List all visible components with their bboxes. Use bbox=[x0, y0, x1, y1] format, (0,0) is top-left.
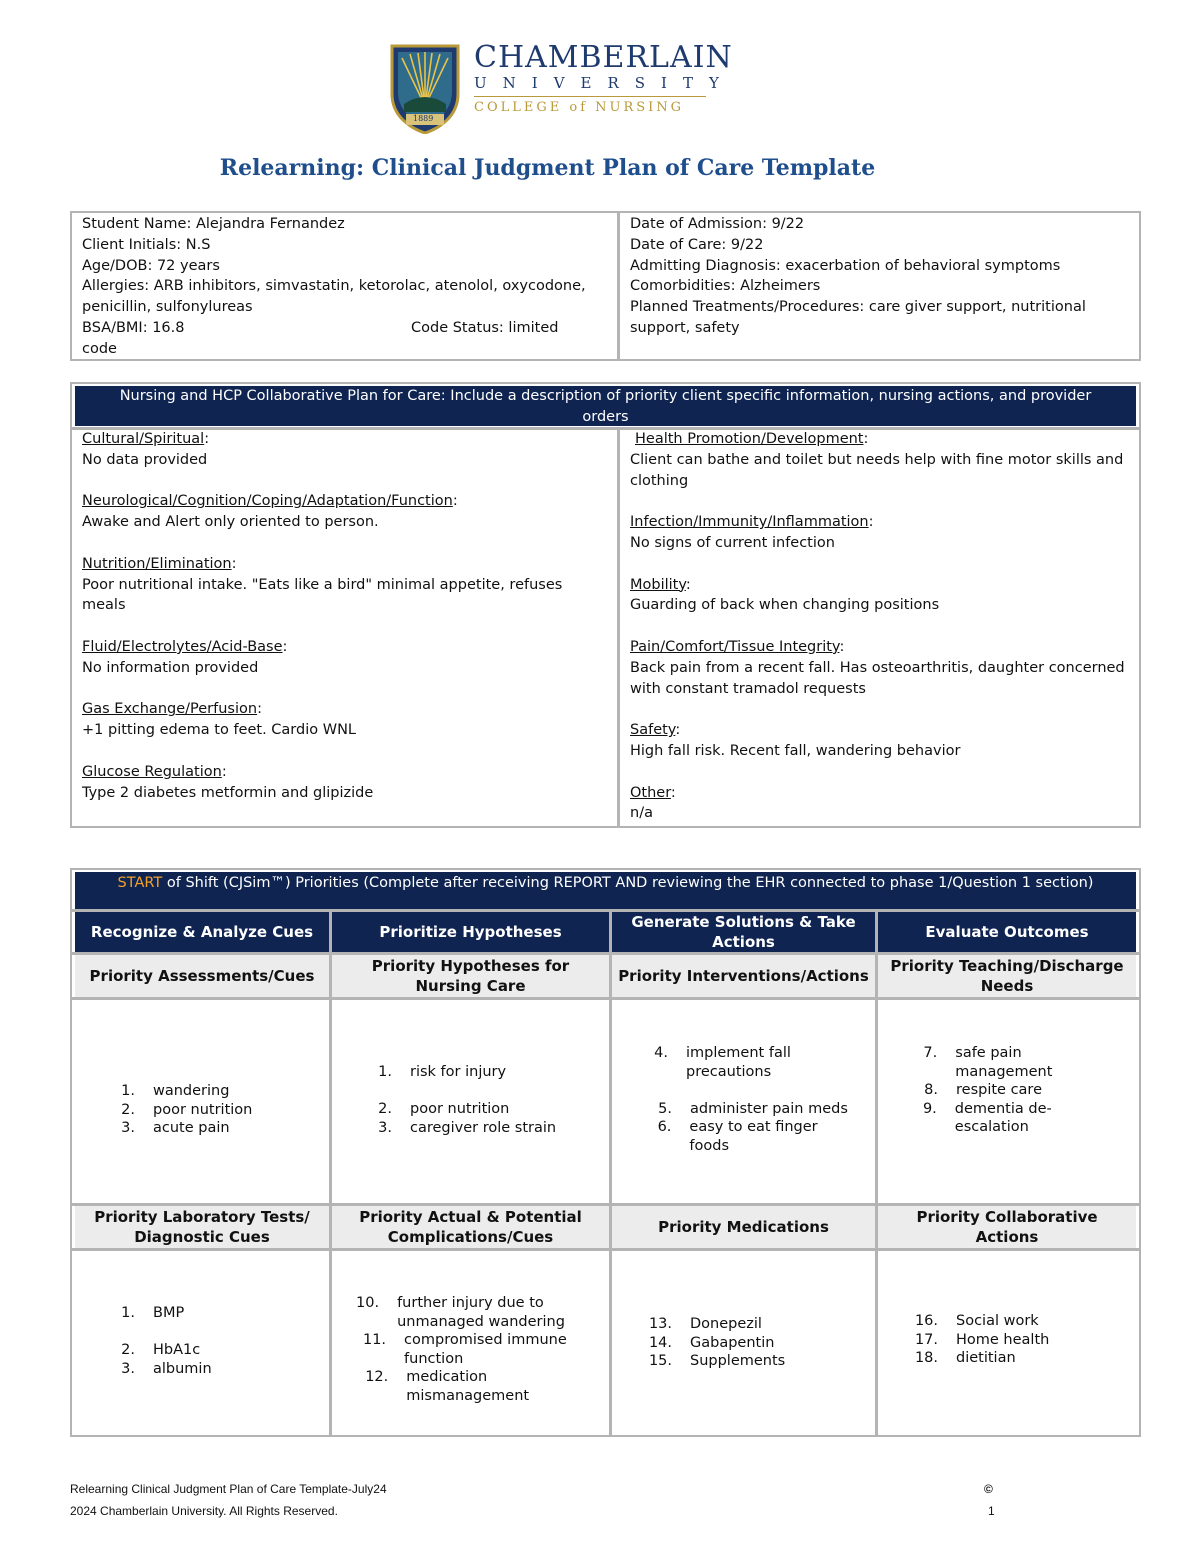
subheader: Priority Interventions/Actions bbox=[612, 955, 875, 997]
list-item bbox=[356, 1368, 593, 1405]
brand-divider bbox=[474, 96, 706, 97]
shift-priorities-table bbox=[70, 868, 1141, 1437]
section-label-text: Infection/Immunity/Inflammation bbox=[630, 514, 869, 531]
list-number: 2. bbox=[121, 1342, 135, 1358]
list-number: 4. bbox=[654, 1045, 668, 1061]
assessment-section bbox=[82, 554, 607, 616]
list-text: Gabapentin bbox=[690, 1334, 775, 1351]
list-item bbox=[636, 1334, 859, 1353]
list-text: poor nutrition bbox=[153, 1101, 253, 1118]
section-label-text: Gas Exchange/Perfusion bbox=[82, 701, 258, 718]
assessment-section bbox=[82, 491, 607, 533]
section-label: Glucose Regulation: bbox=[82, 763, 227, 780]
list-text: further injury due to unmanaged wandering bbox=[397, 1295, 565, 1330]
phase-header: Evaluate Outcomes bbox=[878, 912, 1136, 952]
brand-text bbox=[474, 42, 735, 117]
footer-copyright: © bbox=[984, 1482, 993, 1496]
seal-year: 1889 bbox=[413, 114, 434, 123]
list-number: 1. bbox=[121, 1305, 135, 1321]
patient-info-table bbox=[70, 211, 1141, 361]
list-spacer bbox=[636, 1081, 859, 1100]
section-label: Fluid/Electrolytes/Acid-Base: bbox=[82, 638, 288, 655]
section-label: Safety: bbox=[630, 722, 681, 739]
brand-name: CHAMBERLAIN bbox=[474, 40, 733, 75]
section-label: Cultural/Spiritual: bbox=[82, 431, 210, 447]
section-label: Neurological/Cognition/Coping/Adaptation/Function: bbox=[82, 493, 458, 510]
priority-list bbox=[636, 1044, 859, 1155]
code-status: Code Status: limited bbox=[411, 319, 559, 336]
footer-line-1: Relearning Clinical Judgment Plan of Care Template-July24 bbox=[70, 1482, 387, 1496]
list-item bbox=[636, 1044, 859, 1081]
subheader: Priority Teaching/Discharge Needs bbox=[878, 955, 1136, 997]
list-number: 6. bbox=[657, 1119, 672, 1135]
list-number: 3. bbox=[121, 1120, 135, 1136]
list-text: HbA1c bbox=[153, 1342, 201, 1358]
section-label: Other: bbox=[630, 784, 676, 801]
assessment-section bbox=[630, 637, 1129, 699]
collab-header-text: Nursing and HCP Collaborative Plan for Care: Include a description of priority client specific information, nursing actions, and provider orders bbox=[119, 388, 1092, 425]
section-text: Poor nutritional intake. "Eats like a bird" minimal appetite, refuses meals bbox=[82, 576, 563, 614]
section-label: Pain/Comfort/Tissue Integrity: bbox=[630, 638, 845, 655]
title-text: Relearning: Clinical Judgment Plan of Care Template bbox=[219, 155, 876, 181]
list-text: respite care bbox=[956, 1082, 1042, 1098]
shift-header-start: START bbox=[117, 875, 163, 891]
list-text: caregiver role strain bbox=[410, 1119, 557, 1136]
assessment-section bbox=[82, 762, 607, 804]
section-label-text: Neurological/Cognition/Coping/Adaptation/Function bbox=[82, 493, 453, 510]
section-label-text: Health Promotion/Development bbox=[635, 431, 864, 447]
list-text: BMP bbox=[153, 1305, 185, 1321]
section-text: Guarding of back when changing positions bbox=[630, 597, 940, 614]
list-text: Home health bbox=[956, 1331, 1050, 1348]
list-number: 13. bbox=[648, 1316, 672, 1332]
priority-list bbox=[99, 1082, 313, 1138]
section-text: Awake and Alert only oriented to person. bbox=[82, 514, 379, 531]
planned-treatments: Planned Treatments/Procedures: care giver support, nutritional support, safety bbox=[630, 299, 1086, 336]
list-item bbox=[99, 1341, 313, 1360]
assessment-section bbox=[630, 720, 1129, 762]
section-text: Type 2 diabetes metformin and glipizide bbox=[82, 784, 374, 801]
assessment-section bbox=[630, 429, 1129, 491]
page-number: 1 bbox=[988, 1504, 995, 1518]
section-label: Gas Exchange/Perfusion: bbox=[82, 701, 262, 718]
list-item bbox=[636, 1352, 859, 1371]
section-label: Infection/Immunity/Inflammation: bbox=[630, 514, 874, 531]
list-text: dementia de-escalation bbox=[954, 1100, 1052, 1135]
section-text: n/a bbox=[630, 805, 653, 822]
assessment-section bbox=[82, 699, 607, 741]
list-text: Supplements bbox=[690, 1353, 786, 1369]
list-text: risk for injury bbox=[410, 1064, 507, 1080]
assessment-section bbox=[82, 429, 607, 471]
brand-university: UNIVERSITY bbox=[474, 74, 735, 92]
subheader: Priority Hypotheses for Nursing Care bbox=[332, 955, 609, 997]
list-item bbox=[356, 1100, 593, 1119]
shift-header bbox=[75, 872, 1136, 909]
list-item bbox=[636, 1315, 859, 1334]
section-label-text: Glucose Regulation bbox=[82, 763, 222, 780]
priority-list bbox=[356, 1063, 593, 1137]
footer-line-2: 2024 Chamberlain University. All Rights Reserved. bbox=[70, 1504, 338, 1518]
list-text: Donepezil bbox=[690, 1316, 762, 1332]
divider bbox=[72, 1248, 1139, 1251]
client-initials: Client Initials: N.S bbox=[82, 236, 211, 253]
patient-right-cell bbox=[620, 213, 1139, 340]
list-item bbox=[356, 1331, 593, 1368]
list-item bbox=[902, 1081, 1120, 1100]
priority-list bbox=[902, 1312, 1120, 1368]
priority-list bbox=[99, 1304, 313, 1378]
list-item bbox=[902, 1312, 1120, 1331]
bsa-row bbox=[82, 318, 607, 339]
list-number: 12. bbox=[365, 1369, 389, 1385]
list-item bbox=[902, 1044, 1120, 1081]
list-text: administer pain meds bbox=[690, 1100, 848, 1117]
code-status-continued: code bbox=[82, 340, 117, 357]
subheader: Priority Medications bbox=[612, 1206, 875, 1248]
allergies: Allergies: ARB inhibitors, simvastatin, ketorolac, atenolol, oxycodone, penicillin, sulfonylureas bbox=[82, 278, 586, 316]
section-label: Nutrition/Elimination: bbox=[82, 555, 237, 572]
section-label-text: Mobility bbox=[630, 576, 686, 593]
list-text: compromised immune function bbox=[404, 1332, 567, 1367]
subheader: Priority Actual & Potential Complications/Cues bbox=[332, 1206, 609, 1248]
priority-list bbox=[902, 1044, 1120, 1137]
collab-header bbox=[75, 386, 1136, 426]
list-text: poor nutrition bbox=[410, 1101, 510, 1117]
care-date: Date of Care: 9/22 bbox=[630, 236, 764, 253]
collab-right-column bbox=[620, 428, 1139, 825]
list-number: 2. bbox=[378, 1101, 392, 1117]
collaborative-plan-table bbox=[70, 382, 1141, 828]
admission-date: Date of Admission: 9/22 bbox=[630, 216, 805, 232]
list-text: Social work bbox=[956, 1313, 1039, 1329]
patient-left-cell bbox=[72, 213, 617, 361]
list-text: albumin bbox=[153, 1360, 212, 1377]
list-item bbox=[636, 1100, 859, 1119]
section-text: +1 pitting edema to feet. Cardio WNL bbox=[82, 722, 356, 739]
divider bbox=[72, 997, 1139, 1000]
list-item bbox=[356, 1119, 593, 1138]
list-text: implement fall precautions bbox=[686, 1045, 791, 1080]
phase-header: Generate Solutions & Take Actions bbox=[612, 912, 875, 952]
assessment-section bbox=[82, 637, 607, 679]
list-item bbox=[902, 1100, 1120, 1137]
list-number: 3. bbox=[121, 1360, 135, 1377]
comorbidities: Comorbidities: Alzheimers bbox=[630, 278, 821, 295]
list-number: 18. bbox=[914, 1350, 938, 1366]
assessment-section bbox=[630, 783, 1129, 825]
list-number: 17. bbox=[914, 1331, 938, 1348]
list-item bbox=[902, 1349, 1120, 1368]
section-label-text: Fluid/Electrolytes/Acid-Base bbox=[82, 638, 283, 655]
list-text: acute pain bbox=[153, 1120, 230, 1136]
assessment-section bbox=[630, 512, 1129, 554]
list-item bbox=[99, 1360, 313, 1379]
list-number: 2. bbox=[121, 1101, 135, 1118]
section-text: No signs of current infection bbox=[630, 534, 835, 551]
section-text: Back pain from a recent fall. Has osteoarthritis, daughter concerned with constant tramadol requests bbox=[630, 659, 1125, 697]
priority-list bbox=[636, 1315, 859, 1371]
subheader: Priority Collaborative Actions bbox=[878, 1206, 1136, 1248]
priority-list bbox=[356, 1294, 593, 1405]
section-text: No information provided bbox=[82, 659, 259, 676]
list-number: 16. bbox=[914, 1313, 938, 1329]
collab-left-column bbox=[72, 428, 617, 804]
assessment-section bbox=[630, 575, 1129, 617]
page-title bbox=[0, 155, 1095, 181]
list-spacer bbox=[99, 1323, 313, 1342]
list-item bbox=[356, 1294, 593, 1331]
student-name: Student Name: Alejandra Fernandez bbox=[82, 216, 345, 232]
section-label: Mobility: bbox=[630, 576, 691, 593]
list-number: 14. bbox=[648, 1334, 672, 1351]
shift-header-text: of Shift (CJSim™) Priorities (Complete after receiving REPORT AND reviewing the EHR connected to phase 1/Question 1 section) bbox=[162, 875, 1094, 891]
list-item bbox=[99, 1119, 313, 1138]
section-text: High fall risk. Recent fall, wandering behavior bbox=[630, 742, 961, 759]
list-text: medication mismanagement bbox=[406, 1369, 530, 1404]
section-label-text: Safety bbox=[630, 722, 676, 739]
list-number: 7. bbox=[923, 1045, 938, 1061]
section-label-text: Cultural/Spiritual bbox=[82, 431, 205, 447]
phase-header: Prioritize Hypotheses bbox=[332, 912, 609, 952]
list-item bbox=[636, 1118, 859, 1155]
admitting-diagnosis: Admitting Diagnosis: exacerbation of behavioral symptoms bbox=[630, 257, 1061, 274]
list-number: 5. bbox=[658, 1100, 672, 1117]
bsa-bmi: BSA/BMI: 16.8 bbox=[82, 319, 185, 336]
list-text: wandering bbox=[153, 1083, 230, 1099]
list-number: 9. bbox=[922, 1100, 937, 1117]
list-item bbox=[356, 1063, 593, 1082]
list-spacer bbox=[356, 1082, 593, 1101]
list-number: 11. bbox=[362, 1332, 387, 1348]
list-item bbox=[99, 1304, 313, 1323]
list-item bbox=[99, 1101, 313, 1120]
list-number: 8. bbox=[924, 1082, 938, 1098]
list-number: 10. bbox=[356, 1295, 380, 1311]
list-number: 1. bbox=[378, 1064, 392, 1080]
list-number: 15. bbox=[648, 1353, 672, 1369]
brand-college: COLLEGE of NURSING bbox=[474, 100, 685, 115]
list-item bbox=[99, 1082, 313, 1101]
list-text: easy to eat finger foods bbox=[689, 1119, 818, 1154]
subheader: Priority Laboratory Tests/ Diagnostic Cues bbox=[75, 1206, 329, 1248]
section-label-text: Pain/Comfort/Tissue Integrity bbox=[630, 638, 840, 655]
section-label-text: Other bbox=[630, 784, 671, 801]
list-text: safe pain management bbox=[955, 1045, 1053, 1080]
client-age: Age/DOB: 72 years bbox=[82, 257, 220, 274]
subheader: Priority Assessments/Cues bbox=[75, 955, 329, 997]
section-label-text: Nutrition/Elimination bbox=[82, 555, 232, 572]
section-text: Client can bathe and toilet but needs help with fine motor skills and clothing bbox=[630, 451, 1124, 489]
phase-header: Recognize & Analyze Cues bbox=[75, 912, 329, 952]
list-number: 3. bbox=[378, 1119, 392, 1136]
list-item bbox=[902, 1331, 1120, 1350]
list-text: dietitian bbox=[956, 1350, 1016, 1366]
section-text: No data provided bbox=[82, 451, 208, 468]
list-number: 1. bbox=[121, 1083, 135, 1099]
section-label: Health Promotion/Development: bbox=[635, 431, 869, 447]
